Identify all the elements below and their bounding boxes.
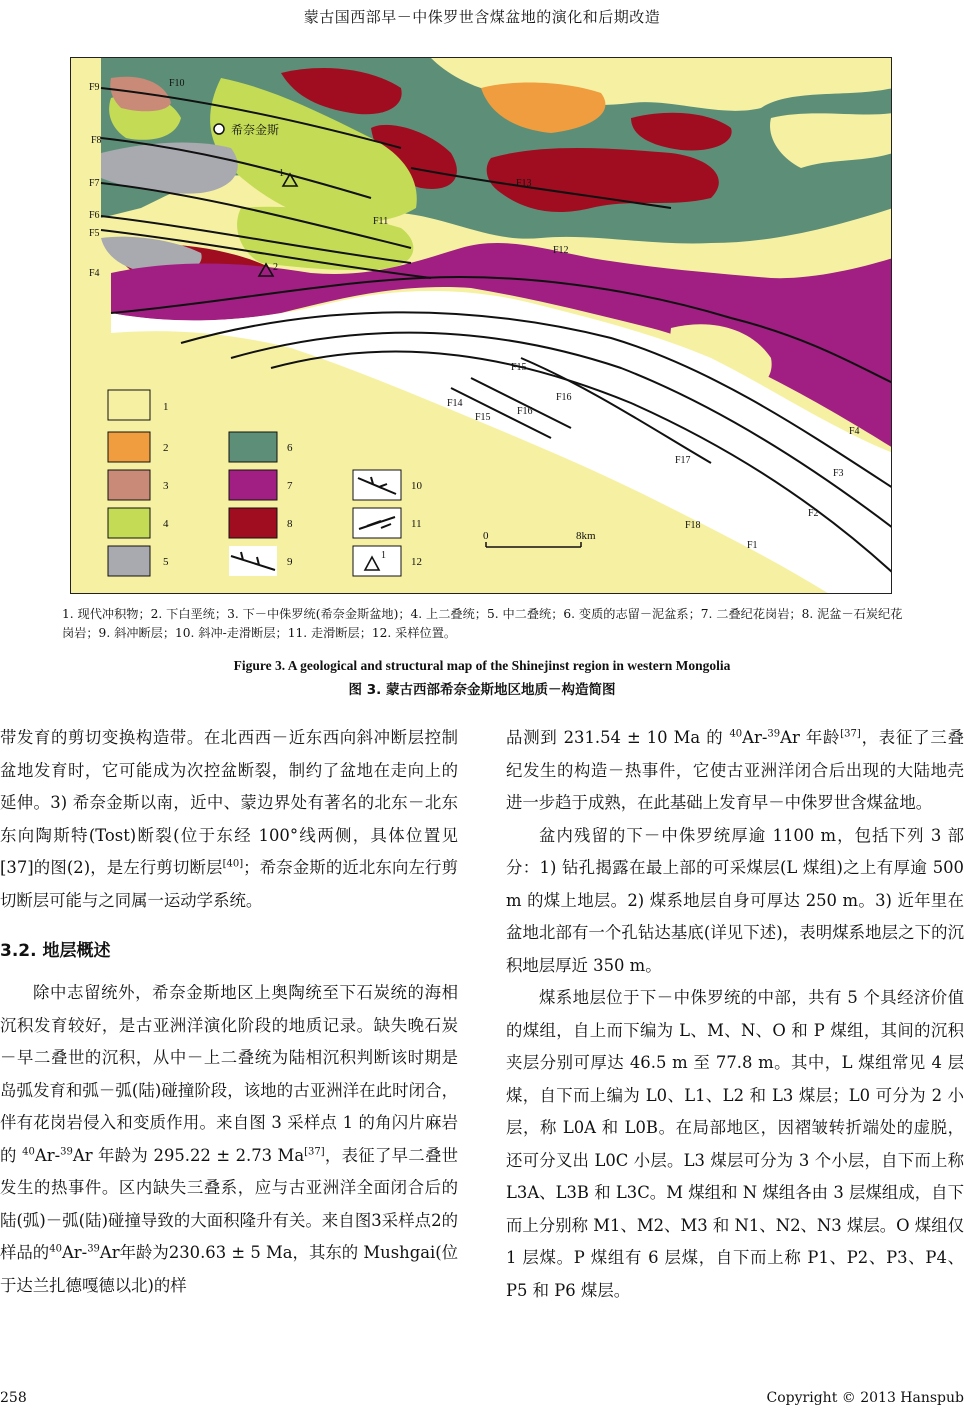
legend-swatch-3 [108, 470, 150, 500]
legend-number: 12 [411, 556, 422, 568]
section-heading: 3.2. 地层概述 [0, 941, 111, 961]
fault-label: F10 [169, 78, 185, 89]
legend-swatch-5 [108, 546, 150, 576]
geologic-map [70, 57, 892, 594]
fault-label: F16 [556, 392, 572, 403]
legend-number: 6 [287, 442, 293, 454]
fault-label: F6 [89, 210, 100, 221]
legend-swatch-6 [229, 432, 277, 462]
town-label: 希奈金斯 [231, 123, 280, 137]
town-marker [214, 124, 224, 134]
legend-number: 7 [287, 480, 293, 492]
legend-number: 10 [411, 480, 422, 492]
fault-label: F18 [685, 520, 701, 531]
fault-label: F9 [89, 82, 100, 93]
legend-number: 3 [163, 480, 169, 492]
legend-number: 5 [163, 556, 169, 568]
running-head: 蒙古国西部早－中侏罗世含煤盆地的演化和后期改造 [303, 8, 661, 26]
legend-number: 4 [163, 518, 169, 530]
legend-swatch-9 [229, 546, 277, 576]
legend-swatch-7 [229, 470, 277, 500]
legend-number: 1 [163, 401, 169, 413]
legend-swatch-8 [229, 508, 277, 538]
scale-start: 0 [483, 530, 489, 542]
legend-number: 11 [411, 518, 422, 530]
legend-swatch-4 [108, 508, 150, 538]
fault-label: F12 [553, 245, 569, 256]
sample-site-label: 1 [279, 168, 284, 179]
right-column [506, 722, 964, 1307]
legend-caption: 1. 现代冲积物；2. 下白垩统；3. 下－中侏罗统(希奈金斯盆地)；4. 上二叠统；5. 中二叠统；6. 变质的志留－泥盆系；7. 二叠纪花岗岩；8. 泥盆－石炭纪花岗岩；9. 斜冲断层；10. 斜冲-走滑断层；11. 走滑断层；12. 采样位置。 [62, 607, 903, 640]
fault-label: F4 [89, 268, 100, 279]
paragraph: 品测到 231.54 ± 10 Ma 的 $^{40}$Ar-$^{39}$Ar 年龄[37]，表征了三叠纪发生的构造－热事件，它使古亚洲洋闭合后出现的大陆地壳进一步趋于成熟，在此基础上发育早－中侏罗世含煤盆地。 [506, 728, 964, 812]
fault-label: F2 [808, 508, 819, 519]
fault-label: F5 [89, 228, 100, 239]
fault-label: F13 [516, 178, 532, 189]
paragraph: 盆内残留的下－中侏罗统厚逾 1100 m，包括下列 3 部分：1) 钻孔揭露在最上部的可采煤层(L 煤组)之上有厚逾 500 m 的煤上地层。2) 煤系地层自身可厚达 250 m。3) 近年里在盆地北部有一个孔钻达基底(详见下述)，表明煤系地层之下的沉积地层厚近 350 m。 [506, 825, 964, 975]
fault-label: F3 [833, 468, 844, 479]
copyright: Copyright © 2013 Hanspub [766, 1390, 964, 1406]
fault-label: F1 [747, 540, 758, 551]
legend-number: 8 [287, 518, 293, 530]
legend-sample-number: 1 [381, 550, 386, 561]
legend-swatch-2 [108, 432, 150, 462]
paragraph: 除中志留统外，希奈金斯地区上奥陶统至下石炭统的海相沉积发育较好，是古亚洲洋演化阶段的地质记录。缺失晚石炭－早二叠世的沉积，从中－上二叠统为陆相沉积判断该时期是岛弧发育和弧－弧(陆)碰撞阶段，该地的古亚洲洋在此时闭合，伴有花岗岩侵入和变质作用。来自图 3 采样点 1 的角闪片麻岩的 $^{40}$Ar-$^{39}$Ar 年龄为 295.22 ± 2.73 Ma[37]，表征了早二叠世发生的热事件。区内缺失三叠系，应与古亚洲洋全面闭合后的陆(弧)－弧(陆)碰撞导致的大面积隆升有关。来自图3采样点2的样品的$^{40}$Ar-$^{39}$Ar年龄为230.63 ± 5 Ma，其东的 Mushgai(位于达兰扎德嘎德以北)的样 [0, 983, 459, 1295]
figure-title-en: Figure 3. A geological and structural map of the Shinejinst region in western Mongolia [233, 658, 731, 673]
fault-label: F17 [675, 455, 691, 466]
fault-label: F11 [373, 216, 389, 227]
legend-swatch-12 [353, 546, 401, 576]
legend-swatch-1 [108, 390, 150, 420]
sample-site-label: 2 [273, 262, 278, 273]
scale-end: 8km [576, 530, 596, 542]
figure-title-zh: 图 3. 蒙古西部希奈金斯地区地质－构造简图 [348, 682, 616, 698]
fault-label: F14 [447, 398, 463, 409]
page-number: 258 [0, 1390, 27, 1406]
fault-label: F15 [511, 362, 527, 373]
fault-label: F7 [89, 178, 100, 189]
fault-label: F8 [91, 135, 102, 146]
fault-label: F16 [517, 406, 533, 417]
legend-number: 2 [163, 442, 169, 454]
paragraph: 煤系地层位于下－中侏罗统的中部，共有 5 个具经济价值的煤组，自上而下编为 L、M、N、O 和 P 煤组，其间的沉积夹层分别可厚达 46.5 m 至 77.8 m。其中，L 煤组常见 4 层煤，自下而上编为 L0、L1、L2 和 L3 煤层；L0 可分为 2 小层，称 L0A 和 L0B。在局部地区，因褶皱转折端处的虚脱，还可分叉出 L0C 小层。L3 煤层可分为 3 个小层，自下而上称 L3A、L3B 和 L3C。M 煤组和 N 煤组各由 3 层煤组成，自下而上分别称 M1、M2、M3 和 N1、N2、N3 煤层。O 煤组仅 1 层煤。P 煤组有 6 层煤，自下而上称 P1、P2、P3、P4、P5 和 P6 煤层。 [506, 988, 964, 1300]
fault-label: F15 [475, 412, 491, 423]
fault-label: F4 [849, 426, 860, 437]
paragraph: 带发育的剪切变换构造带。在北西西－近东西向斜冲断层控制盆地发育时，它可能成为次控盆断裂，制约了盆地在走向上的延伸。3) 希奈金斯以南，近中、蒙边界处有著名的北东－北东东向陶斯特(Tost)断裂(位于东经 100°线两侧，具体位置见[37]的图(2)，是左行剪切断层[40]；希奈金斯的近北东向左行剪切断层可能与之同属一运动学系统。 [0, 728, 458, 910]
left-column [0, 722, 458, 1302]
legend-number: 9 [287, 556, 293, 568]
